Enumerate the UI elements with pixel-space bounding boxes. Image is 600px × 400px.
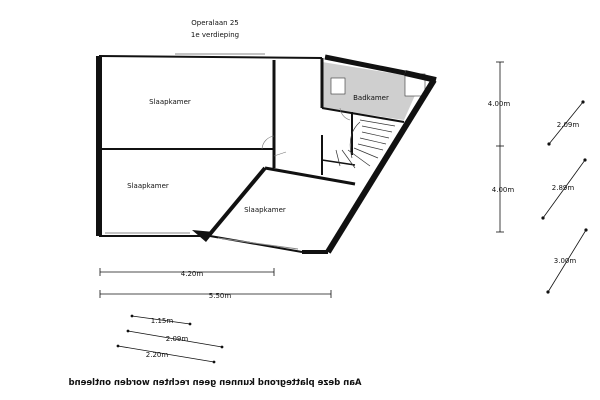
plan-address: Operalaan 25 <box>191 19 239 27</box>
dim-diag-2: 2.89m <box>551 184 575 192</box>
room-slaapkamer-2: Slaapkamer <box>127 182 169 190</box>
disclaimer-text: Aan deze plattegrond kunnen geen rechten worden ontleend <box>68 378 362 388</box>
dim-height-upper: 4.00m <box>487 100 511 108</box>
dim-lower-3: 2.20m <box>145 351 169 359</box>
dim-diag-3: 3.00m <box>553 257 577 265</box>
dim-diag-1: 2.09m <box>556 121 580 129</box>
plan-floor: 1e verdieping <box>190 31 240 39</box>
room-slaapkamer-3: Slaapkamer <box>244 206 286 214</box>
dim-height-lower: 4.00m <box>491 186 515 194</box>
dim-lower-1: 1.15m <box>150 317 174 325</box>
sink-icon <box>331 78 345 94</box>
dim-lower-2: 2.09m <box>165 335 189 343</box>
dim-width-inner: 4.20m <box>180 270 204 278</box>
room-slaapkamer-1: Slaapkamer <box>149 98 191 106</box>
room-badkamer: Badkamer <box>353 94 389 102</box>
dim-width-total: 5.50m <box>208 292 232 300</box>
